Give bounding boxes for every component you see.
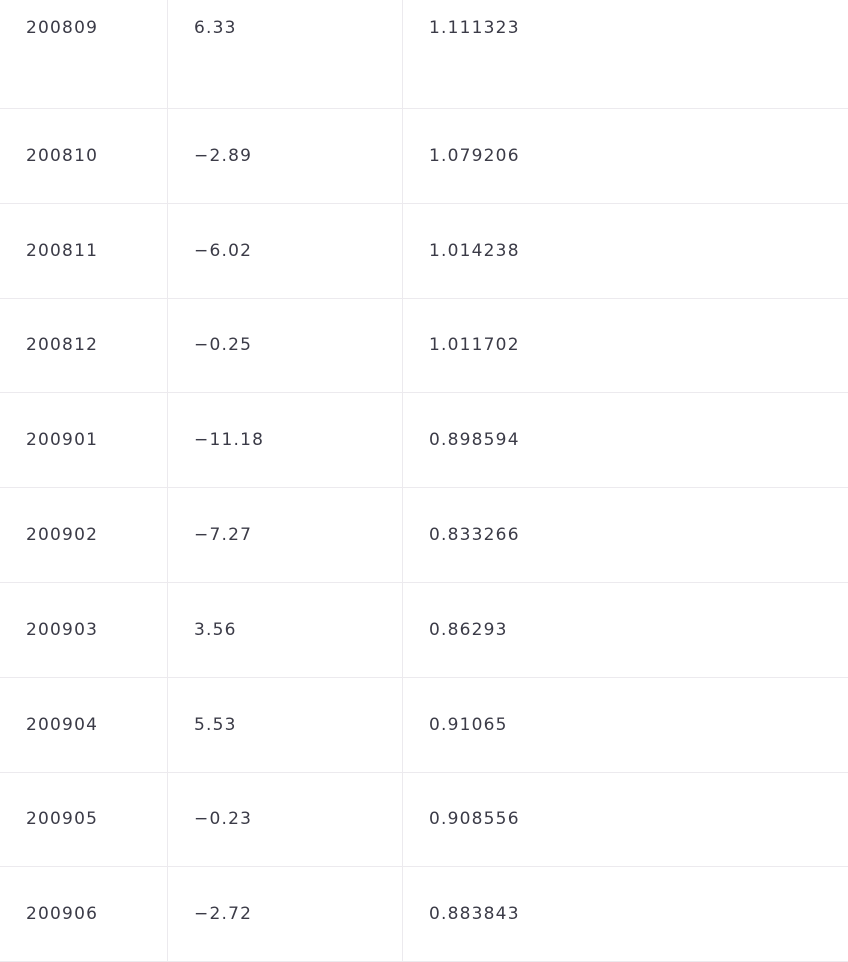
cell-index: 1.011702 — [403, 298, 848, 393]
cell-period: 200810 — [0, 109, 168, 204]
cell-change: −6.02 — [168, 203, 403, 298]
cell-change: 3.56 — [168, 582, 403, 677]
cell-change: −2.89 — [168, 109, 403, 204]
table-row — [0, 867, 848, 962]
cell-index: 0.908556 — [403, 772, 848, 867]
cell-period: 200902 — [0, 488, 168, 583]
cell-index: 0.91065 — [403, 677, 848, 772]
cell-period: 200812 — [0, 298, 168, 393]
table-row — [0, 582, 848, 677]
cell-index: 1.014238 — [403, 203, 848, 298]
cell-change: −2.72 — [168, 867, 403, 962]
cell-change: −7.27 — [168, 488, 403, 583]
cell-index: 0.883843 — [403, 867, 848, 962]
cell-period: 200901 — [0, 393, 168, 488]
table-row — [0, 109, 848, 204]
cell-index: 0.898594 — [403, 393, 848, 488]
table-row — [0, 0, 848, 109]
table-row — [0, 203, 848, 298]
cell-index: 1.111323 — [403, 0, 848, 109]
cell-index: 0.86293 — [403, 582, 848, 677]
cell-period: 200903 — [0, 582, 168, 677]
cell-index: 0.833266 — [403, 488, 848, 583]
cell-period: 200904 — [0, 677, 168, 772]
cell-change: 5.53 — [168, 677, 403, 772]
cell-change: −0.23 — [168, 772, 403, 867]
cell-index: 1.079206 — [403, 109, 848, 204]
table-row — [0, 488, 848, 583]
table-row — [0, 772, 848, 867]
table-row — [0, 677, 848, 772]
table-row — [0, 298, 848, 393]
cell-change: −11.18 — [168, 393, 403, 488]
cell-period: 200811 — [0, 203, 168, 298]
cell-period: 200905 — [0, 772, 168, 867]
cell-change: −0.25 — [168, 298, 403, 393]
cell-period: 200809 — [0, 0, 168, 109]
cell-change: 6.33 — [168, 0, 403, 109]
table-row — [0, 393, 848, 488]
cell-period: 200906 — [0, 867, 168, 962]
